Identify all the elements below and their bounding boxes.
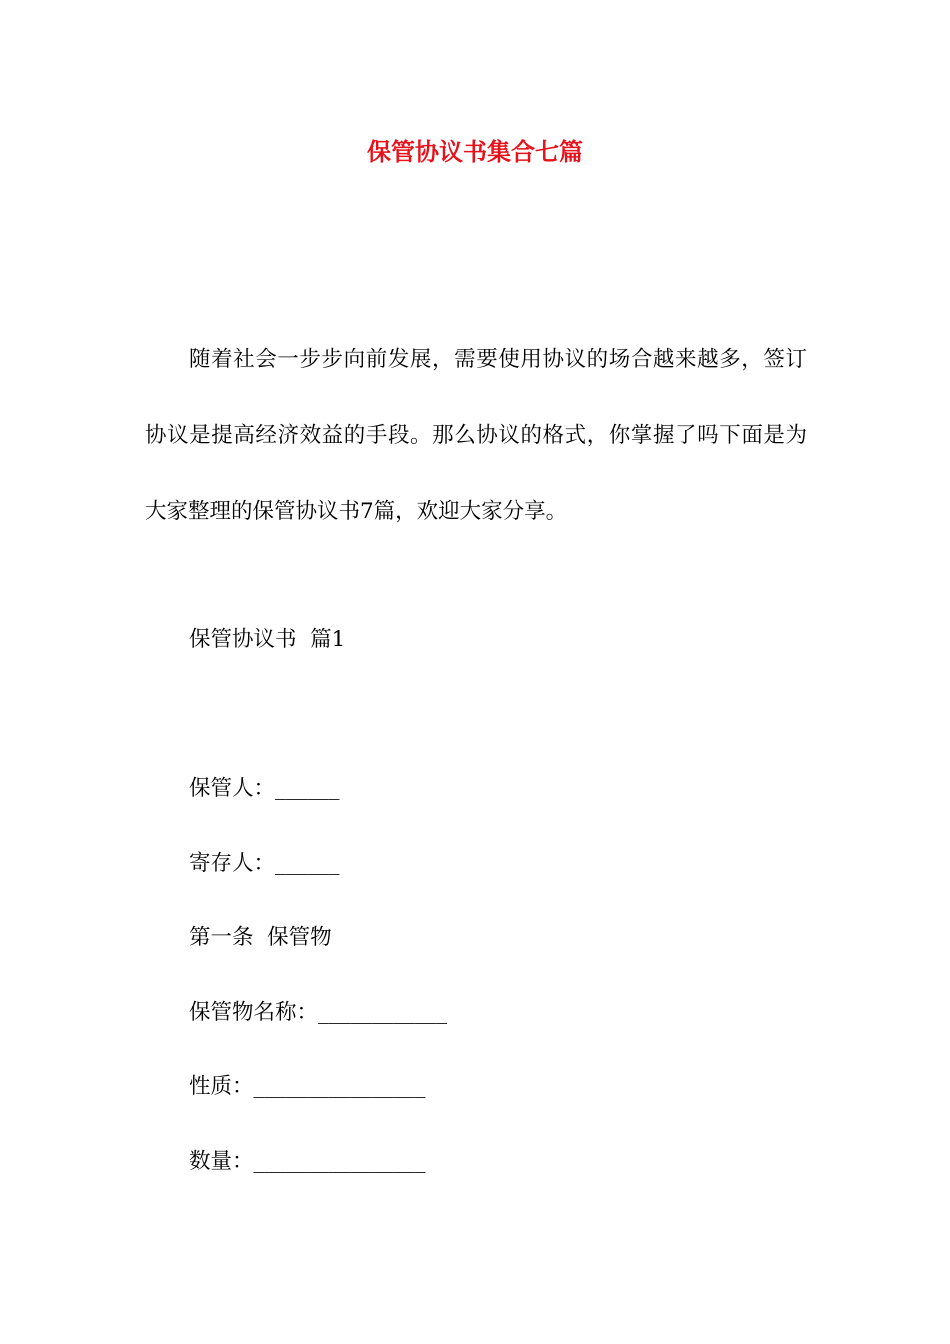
intro-paragraph: 随着社会一步步向前发展，需要使用协议的场合越来越多，签订协议是提高经济效益的手段。那么协议的格式，你掌握了吗下面是为大家整理的保管协议书7篇，欢迎大家分享。 [145,347,807,524]
depositor-field: 寄存人：______ [189,851,340,876]
nature-field: 性质：________________ [189,1074,426,1099]
document-title: 保管协议书集合七篇 [367,137,583,166]
article-one-heading: 第一条 保管物 [189,925,332,950]
custodian-field: 保管人：______ [189,776,340,801]
item-name-field: 保管物名称：____________ [189,1000,448,1025]
quantity-field: 数量：________________ [189,1149,426,1174]
section-heading: 保管协议书 篇1 [189,627,346,652]
